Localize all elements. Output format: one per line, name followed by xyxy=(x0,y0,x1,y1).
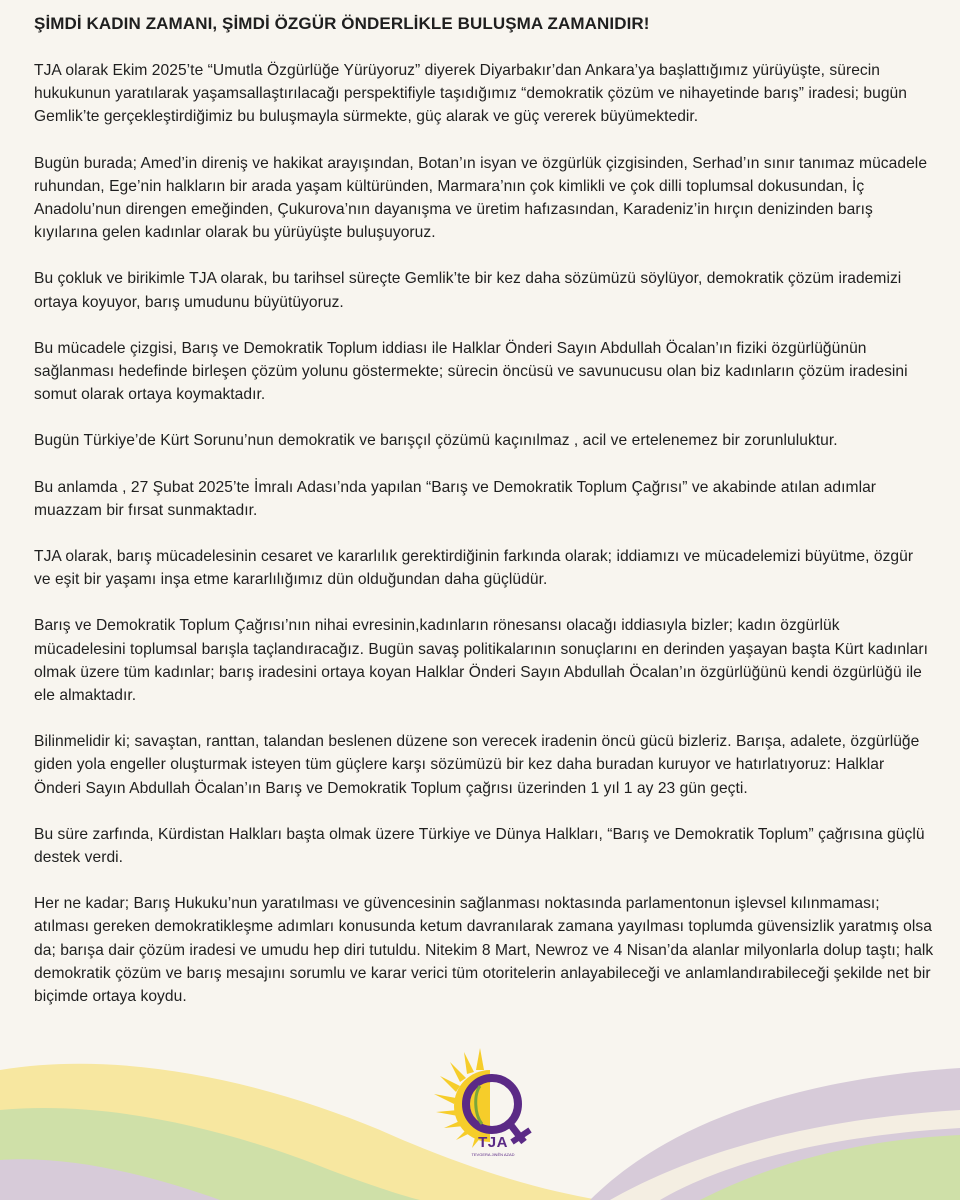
paragraph-5: Bugün Türkiye’de Kürt Sorunu’nun demokratik ve barışçıl çözümü kaçınılmaz , acil ve ertelenemez bir zorunluluktur. xyxy=(34,432,838,450)
paragraph-9: Bilinmelidir ki; savaştan, ranttan, talandan beslenen düzene son verecek iradenin öncü gücü bizleriz. Barışa, adalete, özgürlüğe giden yola engeller oluşturmak isteyen tüm güçlere karşı sözümüzü bir kez daha buradan kuruyor ve hatırlatıyoruz: Halklar Önderi Sayın Abdullah Öcalan’ın Barış ve Demokratik Toplum çağrısı üzerinden 1 yıl 1 ay 23 gün geçti. xyxy=(34,733,920,797)
paragraph-2: Bugün burada; Amed’in direniş ve hakikat arayışından, Botan’ın isyan ve özgürlük çizgisinden, Serhad’ın sınır tanımaz mücadele ruhundan, Ege’nin halkların bir arada yaşam kültüründen, Marmara’nın çok kimlikli ve çok dilli toplumsal dokusundan, İç Anadolu’nun direngen emeğinden, Çukurova’nın dayanışma ve üretim hafızasından, Karadeniz’in hırçın denizinden barış kıyılarına gelen kadınlar olarak bu yürüyüşte buluşuyoruz. xyxy=(34,154,928,242)
logo-subtext: TEVGERA JINÊN AZAD xyxy=(471,1152,515,1157)
paragraph-8: Barış ve Demokratik Toplum Çağrısı’nın nihai evresinin,kadınların rönesansı olacağı iddiasıyla bizler; kadın özgürlük mücadelesini toplumsal barışla taçlandıracağız. Bugün savaş politikalarının sonuçlarını en derinden yaşayan başta Kürt kadınları olmak üzere tüm kadınlar; barış iradesini ortaya koyan Halklar Önderi Sayın Abdullah Öcalan’ın özgürlüğünü kendi özgürlüğü ile ele almaktadır. xyxy=(34,617,929,705)
logo-text: TJA xyxy=(478,1134,508,1151)
paragraph-1: TJA olarak Ekim 2025’te “Umutla Özgürlüğe Yürüyoruz” diyerek Diyarbakır’dan Ankara’ya başlattığımız yürüyüşte, sürecin hukukunun yaratılarak yaşamsallaştırılacağı perspektifiyle taşıdığımız “demokratik çözüm ve nihayetinde barış” iradesi; bugün Gemlik’te gerçekleştirdiğimiz bu buluşmayla sürmekte, güç alarak ve güç vererek büyümektedir. xyxy=(34,62,907,126)
document xyxy=(34,12,934,1008)
paragraph-7: TJA olarak, barış mücadelesinin cesaret ve kararlılık gerektirdiğinin farkında olarak; iddiamızı ve mücadelemizi büyütme, özgür ve eşit bir yaşamı inşa etme kararlılığımız dün olduğundan daha güçlüdür. xyxy=(34,548,914,589)
paragraph-11: Her ne kadar; Barış Hukuku’nun yaratılması ve güvencesinin sağlanması noktasında parlamentonun işlevsel kılınmaması; atılması gereken demokratikleşme adımları konusunda ketum davranılarak zamana yayılması toplumda güvensizlik yaratmış olsa da; barışa dair çözüm iradesi ve umudu hep diri tutuldu. Nitekim 8 Mart, Newroz ve 4 Nisan’da alanlar milyonlarla dolup taştı; halk demokratik çözüm ve barış mesajını sorumlu ve karar verici tüm otoritelerin anlayabileceği ve anlamlandırabileceği şekilde net bir biçimde ortaya koydu. xyxy=(34,895,934,1006)
page-title: ŞİMDİ KADIN ZAMANI, ŞİMDİ ÖZGÜR ÖNDERLİKLE BULUŞMA ZAMANIDIR! xyxy=(34,14,650,33)
paragraph-6: Bu anlamda , 27 Şubat 2025’te İmralı Adası’nda yapılan “Barış ve Demokratik Toplum Çağrısı” ve akabinde atılan adımlar muazzam bir fırsat sunmaktadır. xyxy=(34,478,877,519)
paragraph-10: Bu süre zarfında, Kürdistan Halkları başta olmak üzere Türkiye ve Dünya Halkları, “Barış ve Demokratik Toplum” çağrısına güçlü destek verdi. xyxy=(34,825,925,867)
paragraph-4: Bu mücadele çizgisi, Barış ve Demokratik Toplum iddiası ile Halklar Önderi Sayın Abdullah Öcalan’ın fiziki özgürlüğünün sağlanması hedefinde birleşen çözüm yolunu göstermekte; sürecin öncüsü ve savunucusu olan biz kadınların çözüm iradesini somut olarak ortaya koymaktadır. xyxy=(34,339,908,404)
paragraph-3: Bu çokluk ve birikimle TJA olarak, bu tarihsel süreçte Gemlik’te bir kez daha sözümüzü söylüyor, demokratik çözüm irademizi ortaya koyuyor, barış umudunu büyütüyoruz. xyxy=(34,270,902,311)
